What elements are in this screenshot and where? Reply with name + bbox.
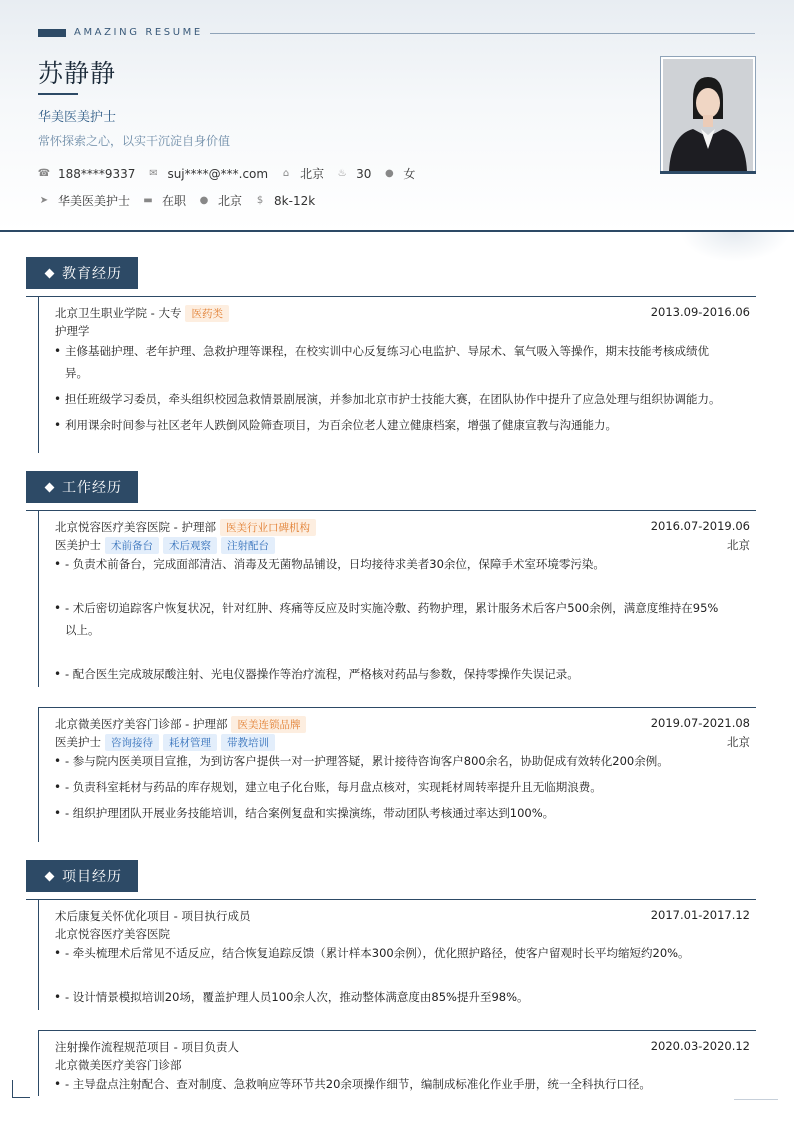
list-item [54,750,752,772]
send-icon: ➤ [39,195,49,206]
list-item [54,597,752,619]
bullet-text: 异。 [65,366,88,380]
project-org: 北京微美医疗美容门诊部 [55,1058,182,1072]
category-tag: 医药类 [185,305,229,322]
list-item [54,802,752,824]
city-value: 北京 [218,194,243,208]
work-company-line [55,716,306,733]
candidate-name: 苏静静 [38,59,117,88]
email-item [147,167,268,181]
brand-rule [210,33,755,34]
bullet-dot: • [54,946,62,960]
portrait-illustration [663,59,753,171]
work-city: 北京 [727,538,750,552]
section-title: 项目经历 [62,869,122,885]
company-tag: 医美连锁品牌 [231,716,306,733]
skill-tag: 术前备台 [105,537,159,554]
list-item [54,388,752,410]
skill-tag: 术后观察 [163,537,217,554]
brand-bar [38,29,66,37]
list-item [54,414,752,436]
profile-photo [663,59,753,171]
name-underline [38,93,78,95]
header-shadow [680,232,790,262]
bullet-text: - 参与院内医美项目宣推，为到访客户提供一对一护理答疑，累计接待咨询客户800余名，协助促成有效转化200余例。 [65,754,669,768]
header-divider [0,230,794,232]
bullet-dot: • [54,990,62,1004]
gender-item [383,165,415,182]
bullet-text: - 设计情景模拟培训20场，覆盖护理人员100余人次，推动整体满意度由85%提升至98%。 [65,990,529,1004]
hometown-value: 北京 [300,167,325,181]
bullet-text: 担任班级学习委员，牵头组织校园急救情景剧展演，并参加北京市护士技能大赛，在团队协作中提升了应急处理与组织协调能力。 [65,392,721,406]
project-timeline-1 [38,899,39,1010]
bullet-text: - 牵头梳理术后常见不适反应，结合恢复追踪反馈（累计样本300余例），优化照护路径，使客户留观时长平均缩短约20%。 [65,946,690,960]
list-item [54,553,752,575]
bullet-text: - 组织护理团队开展业务技能培训，结合案例复盘和实操演练，带动团队考核通过率达到100%。 [65,806,555,820]
list-item-continuation [54,362,752,384]
skill-tag: 带教培训 [221,734,275,751]
bullet-text: - 负责术前备台，完成面部清洁、消毒及无菌物品铺设，日均接待求美者30余位，保障手术室环境零污染。 [65,557,605,571]
section-education-header [26,257,138,289]
company-tag: 医美行业口碑机构 [220,519,316,536]
briefcase-icon: ▬ [143,195,153,206]
home-icon: ⌂ [282,168,290,179]
profile-photo-frame [660,56,756,174]
education-school-line [55,305,229,322]
gender-value: 女 [403,167,416,181]
list-item [54,986,752,1008]
city-item [198,192,242,209]
gender-icon: ● [385,168,394,179]
role-name: 医美护士 [55,735,101,749]
bullet-dot: • [54,418,62,432]
salary-item [254,194,315,208]
job-title: 华美医美护士 [38,110,117,125]
bullet-dot: • [54,667,62,681]
photo-accent-bar [660,171,756,174]
bullet-text: - 负责科室耗材与药品的库存规划，建立电子化台账，每月盘点核对，实现耗材周转率提升且无临期浪费。 [65,780,602,794]
contact-info-row [38,165,427,182]
cake-icon: ♨ [337,168,347,179]
diamond-icon [45,871,55,881]
work-entry-divider [38,707,756,708]
intent-position-item [38,192,130,209]
section-work-header [26,471,138,503]
diamond-icon [45,268,55,278]
company-name: 北京悦容医疗美容医院 - 护理部 [55,520,216,534]
school-name: 北京卫生职业学院 - 大专 [55,306,182,320]
list-item [54,776,752,798]
hometown-item [280,165,324,182]
project-date: 2017.01-2017.12 [650,908,750,922]
bullet-dot: • [54,1077,62,1091]
list-item [54,942,752,964]
work-role-line [55,734,275,751]
company-name: 北京微美医疗美容门诊部 - 护理部 [55,717,228,731]
age-item [336,167,371,181]
bullet-text: - 主导盘点注射配合、查对制度、急救响应等环节共20余项操作细节，编制成标准化作业手册，统一全科执行口径。 [65,1077,651,1091]
phone-value: 188****9337 [58,166,136,181]
bullet-text: 以上。 [65,623,100,637]
list-item [54,340,752,362]
bullet-text: 主修基础护理、老年护理、急救护理等课程，在校实训中心反复练习心电监护、导尿术、氧气吸入等操作，期末技能考核成绩优 [65,344,709,358]
project-timeline-2 [38,1030,39,1096]
bullet-text: - 术后密切追踪客户恢复状况，针对红肿、疼痛等反应及时实施冷敷、药物护理，累计服务术后客户500余例，满意度维持在95% [65,601,719,615]
project-org: 北京悦容医疗美容医院 [55,927,170,941]
brand-label: AMAZING RESUME [74,27,203,38]
role-name: 医美护士 [55,538,101,552]
age-value: 30 [356,166,372,181]
bullet-dot: • [54,601,62,615]
work-role-line [55,537,275,554]
section-project-header [26,860,138,892]
page-corner-mark [12,1080,30,1098]
list-item [54,663,752,685]
phone-icon: ☎ [37,168,51,179]
motto: 常怀探索之心，以实干沉淀自身价值 [38,134,231,148]
skill-tag: 耗材管理 [163,734,217,751]
bullet-dot: • [54,754,62,768]
bullet-dot: • [54,780,62,794]
work-company-line [55,519,316,536]
bullet-dot: • [54,392,62,406]
bullet-dot: • [54,806,62,820]
education-timeline [38,296,39,453]
project-date: 2020.03-2020.12 [650,1039,750,1053]
status-item [142,192,186,209]
section-title: 工作经历 [62,480,122,496]
job-intent-row [38,192,327,209]
work-timeline-2 [38,707,39,842]
project-name: 注射操作流程规范项目 - 项目负责人 [55,1040,239,1054]
bullet-dot: • [54,557,62,571]
mail-icon: ✉ [149,168,158,179]
work-date: 2016.07-2019.06 [650,519,750,533]
skill-tag: 注射配台 [221,537,275,554]
project-name: 术后康复关怀优化项目 - 项目执行成员 [55,909,251,923]
work-city: 北京 [727,735,750,749]
salary-icon: $ [256,195,264,206]
work-date: 2019.07-2021.08 [650,716,750,730]
intent-position-value: 华美医美护士 [58,194,131,208]
education-date: 2013.09-2016.06 [650,305,750,319]
bullet-dot: • [54,344,62,358]
education-rule [26,296,756,297]
skill-tag: 咨询接待 [105,734,159,751]
location-pin-icon: ● [199,195,209,206]
diamond-icon [45,482,55,492]
page-footer-rule [734,1099,778,1100]
project-rule [26,899,756,900]
status-value: 在职 [162,194,187,208]
list-item [54,1073,752,1095]
work-rule [26,510,756,511]
section-title: 教育经历 [62,266,122,282]
work-timeline-1 [38,510,39,687]
email-value: suj****@***.com [167,166,269,181]
salary-value: 8k-12k [274,193,316,208]
phone-item [38,167,135,181]
bullet-text: 利用课余时间参与社区老年人跌倒风险筛查项目，为百余位老人建立健康档案，增强了健康宣教与沟通能力。 [65,418,617,432]
project-entry-divider [38,1030,756,1031]
list-item-continuation [54,619,752,641]
bullet-text: - 配合医生完成玻尿酸注射、光电仪器操作等治疗流程，严格核对药品与参数，保持零操作失误记录。 [65,667,579,681]
education-major: 护理学 [55,324,90,338]
